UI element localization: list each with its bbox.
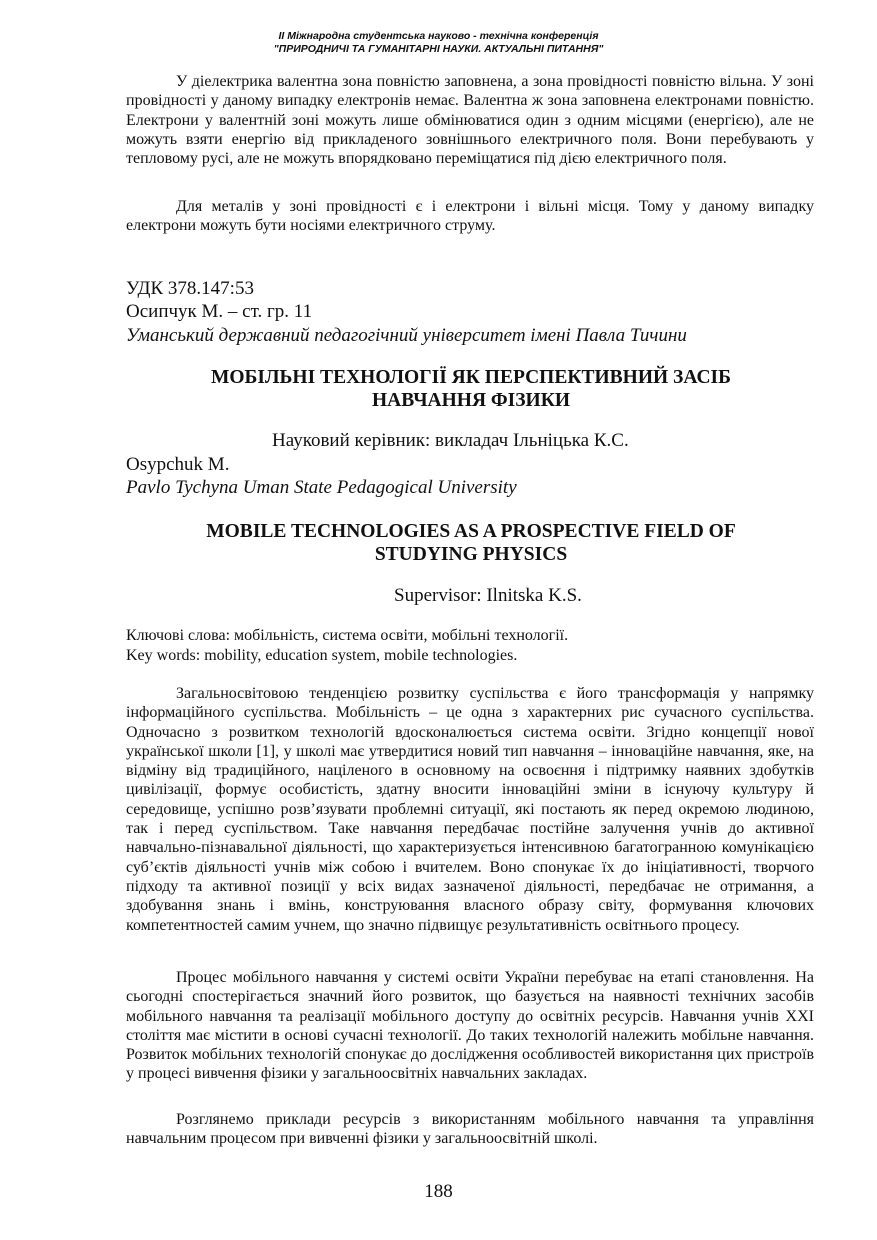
keywords-en: Key words: mobility, education system, mobile technologies. bbox=[126, 647, 518, 664]
paragraph-dielectric bbox=[126, 72, 814, 168]
author-ua: Осипчук М. – ст. гр. 11 bbox=[126, 301, 313, 322]
author-en: Osypchuk M. bbox=[126, 454, 230, 475]
udk-code: УДК 378.147:53 bbox=[126, 278, 254, 299]
paragraph-trends bbox=[126, 684, 814, 935]
paragraph-text: Для металів у зоні провідності є і електрони і вільні місця. Тому у даному випадку електрони можуть бути носіями електричного струму. bbox=[126, 198, 814, 235]
paragraph-text: Загальносвітовою тенденцією розвитку суспільства є його трансформація у напрямку інформаційного суспільства. Мобільність – це одна з характерних рис сучасного суспільства. Одночасно з розвитком технологій вдосконалюється система освіти. Згідно концепції нової української школи [1], у школі має утвердитися новий тип навчання – інноваційне навчання, яке, на відміну від традиційного, націленого в основному на освоєння і підтримку наявних здобутків цивілізації, формує особистість, здатну вносити інноваційні зміни в існуючу культуру й середовище, успішно розв’язувати проблемні ситуації, які постають як перед окремою людиною, так і перед суспільством. Таке навчання передбачає постійне залучення учнів до активної навчально-пізнавальної діяльності, що характеризується інтенсивною багатогранною комунікацією суб’єктів діяльності учнів між собою і вчителем. Воно спонукає їх до ініціативності, творчого підходу та активної позиції у всіх видах зазначеної діяльності, передбачає не отримання, а здобування знань і вмінь, конструювання власного образу світу, формування ключових компетентностей самим учнем, що значно підвищує результативність освітнього процесу. bbox=[126, 685, 814, 934]
paragraph-examples bbox=[126, 1110, 814, 1149]
university-ua: Уманський державний педагогічний університет імені Павла Тичини bbox=[126, 325, 687, 346]
page-number: 188 bbox=[424, 1181, 453, 1202]
supervisor-ua: Науковий керівник: викладач Ільніцька К.С. bbox=[272, 430, 629, 451]
supervisor-en: Supervisor: Ilnitska K.S. bbox=[394, 585, 582, 606]
title-en bbox=[126, 520, 816, 566]
conference-header-line1: II Міжнародна студентська науково - технічна конференція bbox=[278, 30, 599, 42]
paragraph-text: Розглянемо приклади ресурсів з використанням мобільного навчання та управління навчальним процесом при вивченні фізики у загальноосвітній школі. bbox=[126, 1111, 814, 1148]
university-en: Pavlo Tychyna Uman State Pedagogical University bbox=[126, 477, 517, 498]
paragraph-metals bbox=[126, 197, 814, 236]
title-en-line1: MOBILE TECHNOLOGIES AS A PROSPECTIVE FIELD OF bbox=[206, 521, 736, 542]
paragraph-mobile-learning bbox=[126, 968, 814, 1084]
title-ua-line2: НАВЧАННЯ ФІЗИКИ bbox=[371, 390, 571, 411]
paragraph-text: У діелектрика валентна зона повністю заповнена, а зона провідності повністю вільна. У зоні провідності у даному випадку електронів немає. Валентна ж зона заповнена електронами повністю. Електрони у валентній зоні можуть лише обмінюватися один з одним місцями (енергією), але не можуть взяти енергію від прикладеного зовнішнього електричного поля. Вони перебувають у тепловому русі, але не можуть впорядковано переміщатися під дією електричного поля. bbox=[126, 73, 814, 168]
keywords-ua: Ключові слова: мобільність, система освіти, мобільні технології. bbox=[126, 627, 569, 644]
title-ua-line1: МОБІЛЬНІ ТЕХНОЛОГІЇ ЯК ПЕРСПЕКТИВНИЙ ЗАСІБ bbox=[210, 367, 732, 388]
conference-header-line2: "ПРИРОДНИЧІ ТА ГУМАНІТАРНІ НАУКИ. АКТУАЛЬНІ ПИТАННЯ" bbox=[273, 43, 604, 55]
title-en-line2: STUDYING PHYSICS bbox=[374, 544, 568, 565]
title-ua bbox=[126, 366, 816, 412]
paragraph-text: Процес мобільного навчання у системі освіти України перебуває на етапі становлення. На сьогодні спостерігається значний його розвиток, що базується на наявності технічних засобів мобільного навчання та реалізації мобільного доступу до освітніх ресурсів. Навчання учнів XXI століття має містити в основі сучасні технології. До таких технологій належить мобільне навчання. Розвиток мобільних технологій спонукає до дослідження особливостей використання цих пристроїв у процесі вивчення фізики у загальноосвітніх навчальних закладах. bbox=[126, 969, 814, 1083]
